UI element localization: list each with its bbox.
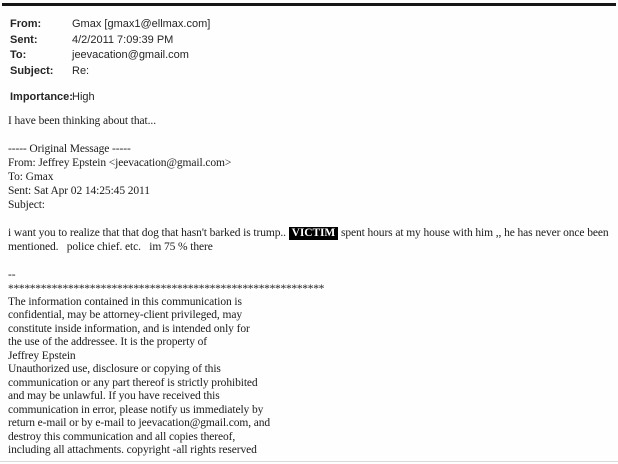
- header-field-value: Gmax [gmax1@ellmax.com]: [72, 18, 211, 30]
- importance-value: High: [72, 91, 95, 103]
- disclaimer-line: Unauthorized use, disclosure or copying of this: [8, 363, 221, 375]
- quoted-subject-line: Subject:: [8, 198, 45, 211]
- quoted-message-body: [8, 226, 612, 254]
- header-field-row: [10, 33, 618, 49]
- quoted-to-line: To: Gmax: [8, 170, 54, 183]
- disclaimer-divider: **********************************************************: [8, 282, 325, 295]
- disclaimer-line: constitute inside information, and is intended only for: [8, 322, 250, 335]
- email-header: [10, 17, 618, 106]
- quoted-sent-line: Sent: Sat Apr 02 14:25:45 2011: [8, 184, 150, 197]
- scan-artifact-line: [0, 461, 618, 462]
- disclaimer-line: The information contained in this communication is: [8, 295, 242, 308]
- message-before-redaction: i want you to realize that that dog that hasn't barked is trump..: [8, 226, 289, 239]
- header-field-value: jeevacation@gmail.com: [72, 49, 189, 61]
- disclaimer-line: destroy this communication and all copies thereof,: [8, 430, 236, 443]
- disclaimer-line: Jeffrey Epstein: [8, 349, 76, 362]
- legal-disclaimer: [8, 296, 612, 458]
- importance-row: [10, 90, 618, 106]
- importance-label: Importance:: [10, 91, 73, 103]
- disclaimer-line: confidential, may be attorney-client privileged, may: [8, 309, 242, 321]
- message-after-redaction: spent hours at my house with him ,, he has never once been mentioned. police chief. etc. im 75 % there: [8, 226, 612, 253]
- disclaimer-line: communication in error, please notify us immediately by: [8, 403, 264, 416]
- header-divider: [2, 3, 616, 6]
- header-field-value: Re:: [72, 64, 90, 77]
- signature-delimiter: --: [8, 268, 16, 281]
- disclaimer-line: the use of the addressee. It is the property of: [8, 336, 208, 348]
- header-field-row: [10, 64, 618, 80]
- header-field-label: From:: [10, 18, 42, 30]
- quoted-message-header: [8, 142, 612, 212]
- disclaimer-line: return e-mail or by e-mail to jeevacation@gmail.com, and: [8, 417, 271, 429]
- disclaimer-line: including all attachments. copyright -all rights reserved: [8, 444, 257, 456]
- header-field-row: [10, 48, 618, 64]
- header-fields: [10, 17, 618, 79]
- header-field-label: Sent:: [10, 33, 38, 46]
- original-message-separator: ----- Original Message -----: [8, 142, 131, 155]
- email-body: [8, 114, 612, 458]
- victim-redaction: VICTIM: [289, 227, 339, 240]
- header-field-label: Subject:: [10, 64, 54, 77]
- header-field-label: To:: [10, 49, 27, 61]
- header-field-value: 4/2/2011 7:09:39 PM: [72, 33, 174, 46]
- reply-message-text: I have been thinking about that...: [8, 114, 156, 127]
- header-field-row: [10, 17, 618, 33]
- disclaimer-line: and may be unlawful. If you have received this: [8, 390, 220, 402]
- disclaimer-line: communication or any part thereof is strictly prohibited: [8, 376, 258, 389]
- quoted-from-line: From: Jeffrey Epstein <jeevacation@gmail.com>: [8, 156, 232, 169]
